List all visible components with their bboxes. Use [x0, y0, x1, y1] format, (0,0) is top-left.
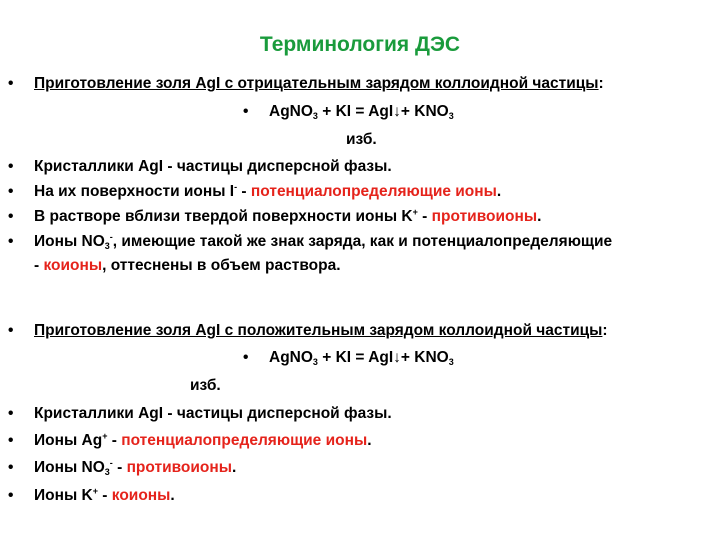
section1-crystals: • Кристаллики AgI - частицы дисперсной фазы.	[8, 158, 392, 175]
section2-potential-ions: • Ионы Ag+ - потенциалопределяющие ионы.	[8, 431, 372, 449]
section2-counter-ions: • Ионы $NO_3^-$ - противоионы.	[8, 458, 237, 477]
term-potential-ions: потенциалопределяющие ионы	[250, 183, 497, 200]
bullet: •	[8, 158, 14, 175]
bullet: •	[8, 322, 14, 339]
bullet: •	[243, 349, 249, 366]
page-title: Терминология ДЭС	[259, 33, 461, 56]
section2-crystals: • Кристаллики AgI - частицы дисперсной фазы.	[8, 405, 392, 422]
section2-excess-label: изб.	[190, 377, 221, 394]
section2-equation: • AgNO$_3$ + KI = AgI↓+ $KNO_3$	[243, 349, 454, 367]
section1-counter-ions: • В растворе вблизи твердой поверхности ионы K+ - противоионы.	[8, 207, 542, 225]
term-coions: коионы	[111, 487, 171, 504]
bullet: •	[8, 183, 14, 200]
term-potential-ions: потенциалопределяющие ионы	[121, 432, 368, 449]
section1-coions: • Ионы $NO_3^-$, имеющие такой же знак заряда, как и потенциалопределяющие	[8, 232, 613, 251]
section1-equation: • AgNO$_3$ + KI = AgI↓+ $KNO_3$	[243, 103, 454, 121]
bullet: •	[8, 233, 14, 250]
section1-excess-label: изб.	[346, 131, 377, 148]
bullet: •	[8, 432, 14, 449]
term-counter-ions: противоионы	[431, 208, 538, 225]
section2-heading: • Приготовление золя AgI с положительным зарядом коллоидной частицы:	[8, 322, 608, 339]
bullet: •	[8, 208, 14, 225]
section1-heading: • Приготовление золя AgI с отрицательным зарядом коллоидной частицы:	[8, 75, 604, 92]
term-coions: коионы	[43, 257, 103, 274]
bullet: •	[243, 103, 249, 120]
bullet: •	[8, 75, 14, 92]
section1-surface-ions: • На их поверхности ионы I- - потенциалопределяющие ионы.	[8, 182, 502, 200]
section1-coions-cont: - коионы, оттеснены в объем раствора.	[34, 257, 341, 274]
term-counter-ions: противоионы	[126, 459, 232, 476]
section2-coions: • Ионы K+ - коионы.	[8, 486, 175, 504]
bullet: •	[8, 405, 14, 422]
bullet: •	[8, 487, 14, 504]
bullet: •	[8, 459, 14, 476]
